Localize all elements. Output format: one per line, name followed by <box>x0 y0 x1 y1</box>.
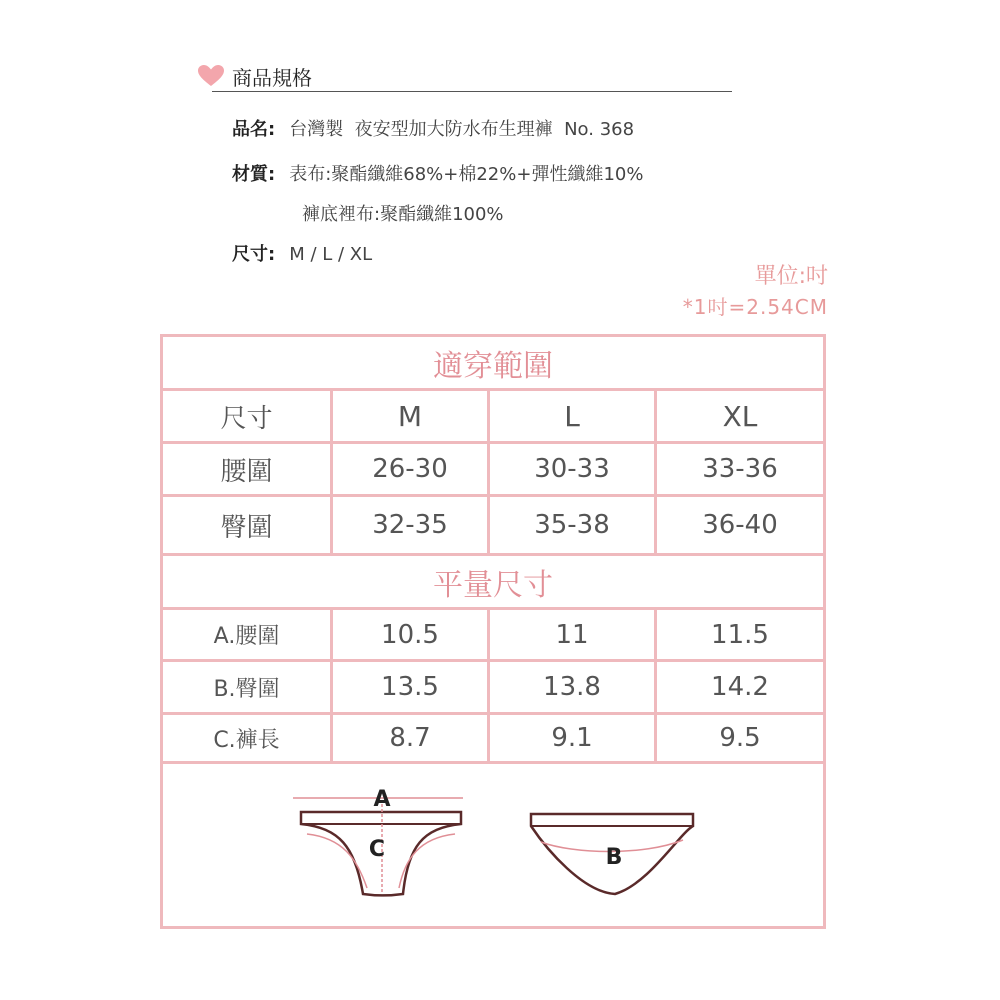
material-row <box>232 160 643 186</box>
flat-b-m: 13.5 <box>381 672 439 702</box>
product-name-label: 品名: <box>232 119 276 140</box>
fit-hip-l: 35-38 <box>534 510 610 540</box>
header-m: M <box>397 399 423 433</box>
flat-size-title: 平量尺寸 <box>433 567 553 603</box>
row-label-b-hip: B.臀圍 <box>213 676 280 702</box>
section-heading <box>198 62 312 90</box>
header-xl: XL <box>722 399 758 433</box>
size-value: M / L / XL <box>289 244 373 265</box>
unit-conversion: *1吋=2.54CM <box>682 295 828 319</box>
flat-a-m: 10.5 <box>381 619 439 650</box>
flat-a-xl: 11.5 <box>711 619 769 650</box>
row-label-hip: 臀圍 <box>220 512 273 543</box>
fit-hip-xl: 36-40 <box>702 510 778 540</box>
fit-hip-m: 32-35 <box>372 510 448 540</box>
header-l: L <box>564 399 580 433</box>
unit-line: 單位:吋 <box>754 264 828 289</box>
flat-b-xl: 14.2 <box>711 672 769 702</box>
measurement-diagram <box>163 764 823 929</box>
row-label-c-length: C.褲長 <box>213 727 280 753</box>
row-label-waist: 腰圍 <box>220 456 273 487</box>
row-label-a-waist: A.腰圍 <box>213 624 280 649</box>
heart-icon <box>198 65 224 87</box>
material-value-1: 表布:聚酯纖維68%+棉22%+彈性纖維10% <box>289 164 644 185</box>
size-table <box>160 334 826 929</box>
product-name-value: 台灣製 夜安型加大防水布生理褲 No. 368 <box>289 119 635 140</box>
flat-a-l: 11 <box>555 619 589 650</box>
fit-range-title: 適穿範圍 <box>433 348 553 384</box>
label-c: C <box>368 837 386 862</box>
page-title: 商品規格 <box>232 65 312 90</box>
label-b: B <box>605 845 623 870</box>
product-name-row <box>232 115 634 141</box>
flat-c-m: 8.7 <box>389 723 431 753</box>
fit-waist-l: 30-33 <box>534 454 610 484</box>
unit-note <box>683 262 828 322</box>
flat-c-l: 9.1 <box>551 723 593 753</box>
flat-b-l: 13.8 <box>543 672 601 702</box>
material-value-2: 褲底裡布:聚酯纖維100% <box>302 204 504 225</box>
title-divider <box>212 91 732 92</box>
material-label: 材質: <box>232 164 276 185</box>
header-size: 尺寸 <box>220 403 273 434</box>
size-row <box>232 240 372 266</box>
fit-waist-m: 26-30 <box>372 454 448 484</box>
flat-c-xl: 9.5 <box>719 723 761 753</box>
label-a: A <box>373 787 391 812</box>
fit-waist-xl: 33-36 <box>702 454 778 484</box>
size-label: 尺寸: <box>232 244 276 265</box>
